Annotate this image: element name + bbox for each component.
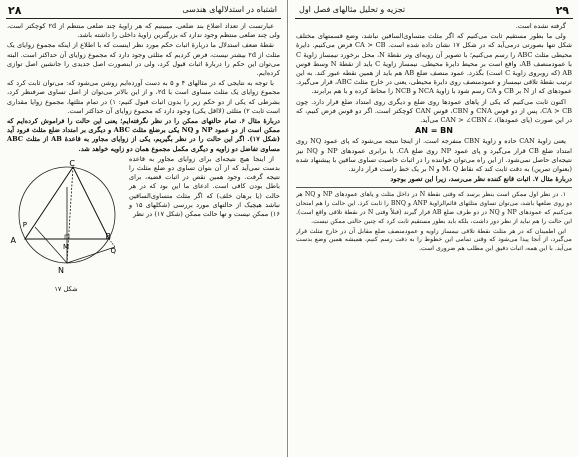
left-tail-text: از اینجا هیچ نتیجه‌ای برای زوایای مجاور به قاعده بدست نمی‌آید که از آن بتوان تساوی دو ضلع مثلث را نتیجه گرفت. وجود همین نقص در اثبات قضیه، برای باطل بودن کافی است. ادعای ما این بود که در هر حالت (یا برهان خلف) که اگر مثلث متساوی‌الساقین نباشد هیچیک از حالتهای مورد بررسی (شکلهای ۱۵ و ۱۶) ممکن نیست و تها حالت ممکن (شکل ۱۷) در نظر — [129, 154, 280, 219]
label-n: N — [58, 265, 64, 275]
right-page-header — [295, 4, 573, 19]
label-c: C — [69, 158, 75, 168]
left-page-body — [7, 22, 280, 453]
label-m: M — [62, 242, 69, 251]
right-example-heading: دربارهٔ مثال ۷. اثبات قانع کننده نظر می‌رسد، زیرا این تصور بوجود — [390, 175, 572, 184]
right-footnote-2: این اطمینان که در هر مثلث نقطهٔ تلاقی نیمساز زاویه و عمودمنصف ضلع مقابل آن در خارج مثلث قرار می‌گیرد، از آنجا پیدا می‌شود که وقتی تمامی این خطوط را به دقت رسم کنیم، همیشه همین وضع بدست می‌آید. با این همه، اثبات دقیق این مطلب هم ضروری است. — [296, 227, 572, 253]
left-page-header — [6, 4, 281, 19]
right-paragraph-4: یعنی زاویهٔ CAN حاده و زاویهٔ CBN منفرجه است. از اینجا نتیجه می‌شود که پای عمود NQ روی امتداد ضلع CB قرار می‌گیرد و پای عمود NP روی ضلع CA. با برابری عمودهای NP و NQ نیز نتیجه‌ای حاصل نمی‌شود. از این راه می‌توان خواننده را در اثبات خاصیت تساوی ساقین با پیشنهاد شده (بعنوان تمرین) به دقت ثابت کند که نقاط M، Q و N بر یک خط راست قرار دارند. — [296, 137, 572, 174]
left-paragraph-2: نقطهٔ ضعف استدلال ما دربارهٔ اثبات حکم مورد نظر اینست که با اطلاع از اینکه مجموع زوایای یک مثلث از ۲d بیشتر نیست، فرض کردیم که مثلثی وجود دارد که مجموع زوایای آن حداکثر است. البته می‌توان این حکم را دربارهٔ اثبات قبول کرد، ولی در اینصورت اصل جدیدی را جانشین اصل توازی کرده‌ایم. — [7, 41, 280, 78]
figure-17-caption: شکل ۱۷ — [54, 284, 78, 293]
footnote-separator — [296, 187, 572, 188]
right-paragraph-2: ولی ما بطور مستقیم ثابت می‌کنیم که اگر مثلث متساوی‌الساقین نباشد، وضع قسمتهای مختلف شکل تنها بصورتی درمی‌آید که در شکل ۱۷ نشان داده شده است. CA > CB فرض می‌کنیم. دایرهٔ محیطی مثلث ABC را رسم می‌کنیم؛ با تصویر آن رویه‌ای وتر نقطهٔ N، محل برخورد نیمساز زاویهٔ C با عمودمنصف AB، واقع است بر محیط دایرهٔ محیطی. نیمساز زاویهٔ C باید از نقطهٔ N وسط قوس AB (که روبروی زاویهٔ C است) بگذرد. عمود منصف ضلع AB هم باید از همین نقطه عبور کند. به این ترتیب نقطهٔ تلاقی نیمساز و عمودمنصف روی دایرهٔ محیطی، یعنی در خارج مثلث ABC، قرار می‌گیرد. عمودهای که از N بر CB و CA رسم شود با زاویهٔ NCA و NCB را محاط کرده و با هم برابرند. — [296, 32, 572, 96]
label-a: A — [10, 235, 16, 245]
figure-17 — [7, 157, 125, 294]
label-q: Q — [110, 246, 116, 255]
left-page-number: ۲۸ — [8, 4, 22, 17]
right-page — [289, 0, 579, 457]
right-footnote-1: ۱. در نظر اول ممکن است بنظر برسد که وقتی نقطهٔ N در داخل مثلث و پاهای عمودهای NP و NQ هر دو روی ضلعها باشد، می‌توان تساوی مثلثهای قائم‌الزاویهٔ ANP و BNQ را ثابت کرد. این حالت را هم امتحان می‌کنیم که عمودهای NP و NQ در دو طرف ضلع AB قرار گیرند (قبلاً وقتی N در نقطهٔ تلاقی واقع است). این حالت را هم نباید از نظر دور داشت، بلکه باید بطور مستقیم ثابت کرد که چنین حالتی ممکن نیست. — [296, 191, 572, 225]
right-page-body — [296, 22, 572, 453]
right-paragraph-3: اکنون ثابت می‌کنیم که یکی از پاهای عمودها روی ضلع و دیگری روی امتداد ضلع قرار دارد. چون CA > CB، پس از دو قوس CNA و CBN، قوس CAN کوچکتر است. اگر دو قوس فرض کنیم، که در این صورت (پای عمودها)، ∠CAN > ∠CBN می‌آید. — [296, 97, 572, 125]
perpendicular-nq — [67, 247, 115, 263]
label-b: B — [105, 231, 111, 241]
left-paragraph-3: با توجه به نتایجی که در مثالهای ۴ و ۵ به دست آورده‌ایم روشن می‌شود که: می‌توان ثابت کرد که مجموع زوایای یک مثلث مساوی است با ۲d، و از این بالاتر می‌توان از اصل تساوی صرفنظر کرد، بشرطی که یکی از دو حکم زیر را بدون اثبات قبول کنیم: ۱) در تمام مثلثها، مجموع زوایا مقداری است ثابت ۲) مثلثی (لااقل یکی) وجود دارد که مجموع زوایای آن حداکثر است. — [7, 79, 280, 115]
label-p: P — [22, 220, 27, 229]
right-running-title: تجزیه و تحلیل مثالهای فصل اول — [299, 5, 406, 14]
left-example-heading: دربارهٔ مثال ۶. تمام حالتهای ممکن را در نظر نگرفته‌ایم؛ یعنی این حالت را فراموش کرده‌ایم که ممکن است از دو عمود NP و NQ یکی برضلع مثلث ABC و دیگری بر امتداد ضلع مثلث فرود آید (شکل ۱۷). اگر این حالت را در نظر بگیریم، یکی از زوایای مجاور به قاعدهٔ AB از مثلث ABC مساوی تفاضل دو زاویه و دیگری مکمل مجموع همان دو زاویه خواهد شد. — [7, 117, 280, 153]
right-paragraph-1: گرفته نشده است. — [515, 22, 566, 30]
right-page-number: ۲۹ — [555, 4, 569, 17]
figure-17-diagram — [7, 157, 125, 285]
equation-an-bn: AN = BN — [415, 126, 453, 136]
left-page — [0, 0, 288, 457]
left-running-title: اشتباه در استدلالهای هندسی — [182, 5, 277, 14]
left-paragraph-1: عبارتست از تعداد اضلاع بند ضلعی. میبینیم که هر زاویهٔ چند ضلعی منتظم از ۲d کوچکتر است، ولی چند ضلعی منتظم وجود ندارد که بزرگترین زاویهٔ داخلی را داشته باشد. — [7, 22, 280, 40]
